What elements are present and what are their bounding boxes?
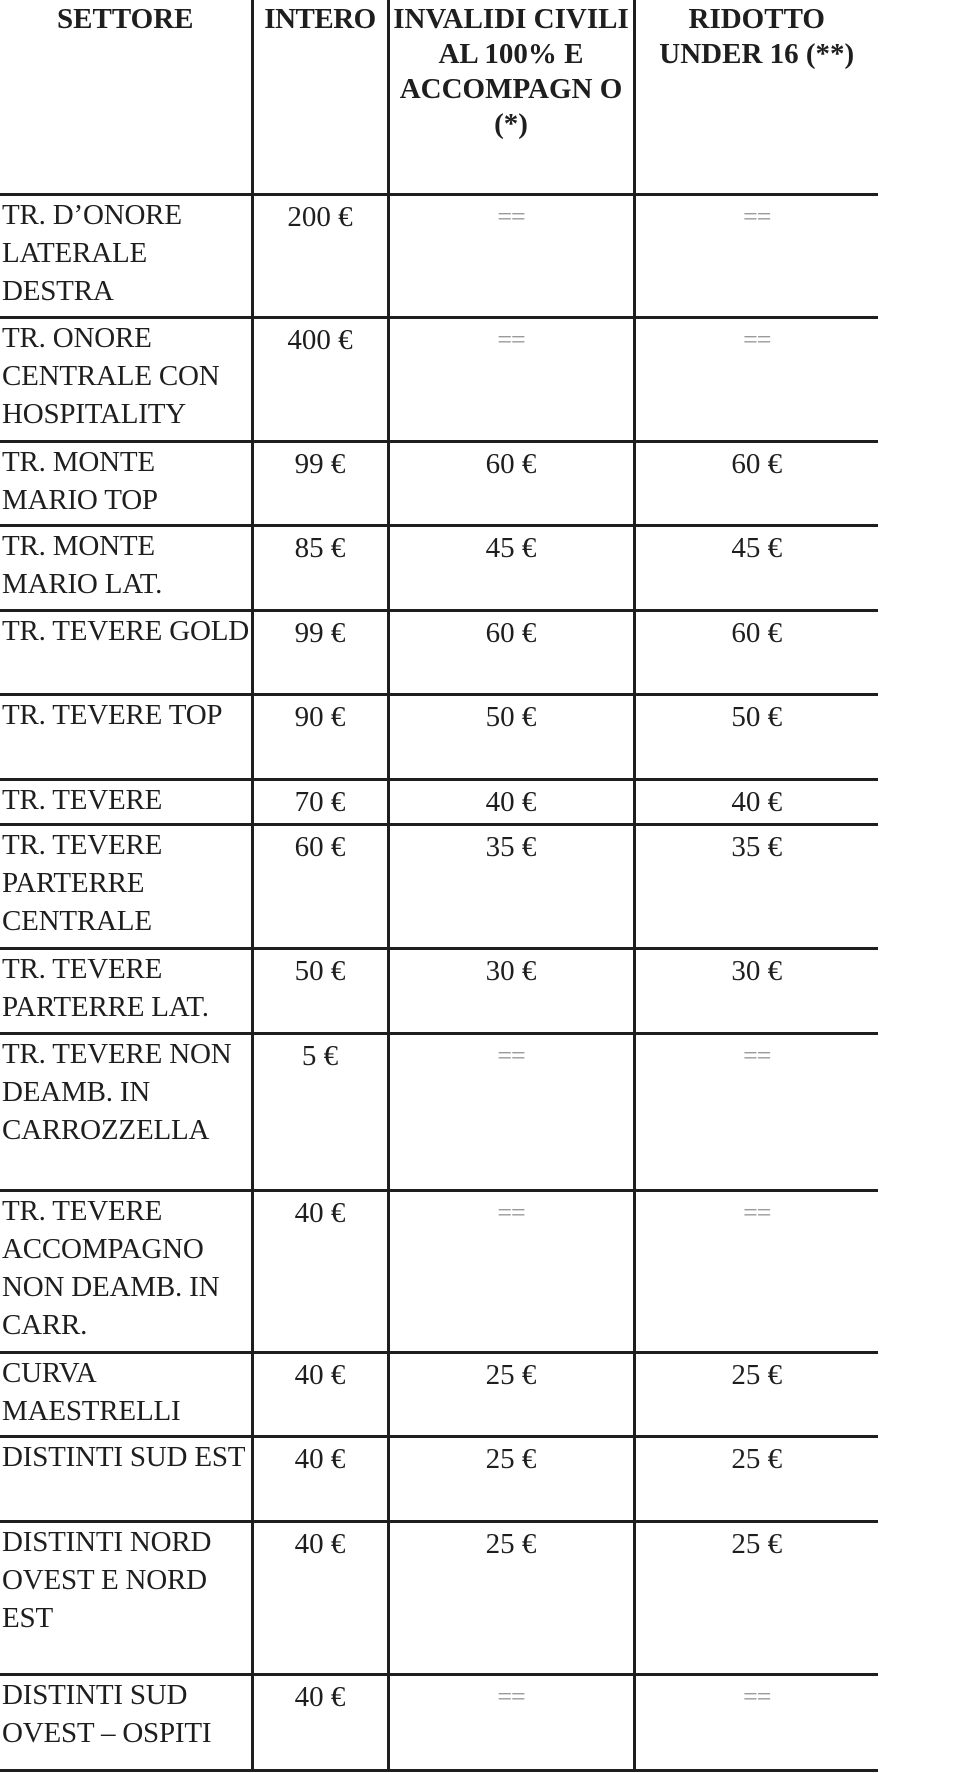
table-row	[0, 1190, 878, 1352]
sector-cell: TR. TEVERE GOLD	[0, 610, 252, 694]
sector-cell: TR. TEVERE	[0, 779, 252, 824]
intero-cell: 40 €	[252, 1674, 388, 1770]
table-row	[0, 441, 878, 525]
table-row	[0, 948, 878, 1033]
intero-cell: 400 €	[252, 317, 388, 441]
invalidi-cell: 50 €	[388, 694, 634, 779]
header-intero: INTERO	[252, 0, 388, 194]
invalidi-cell: 60 €	[388, 441, 634, 525]
invalidi-cell: 30 €	[388, 948, 634, 1033]
ridotto-cell: 50 €	[634, 694, 878, 779]
table-row	[0, 824, 878, 948]
ridotto-cell: ==	[634, 317, 878, 441]
intero-cell: 60 €	[252, 824, 388, 948]
invalidi-cell: 25 €	[388, 1521, 634, 1674]
intero-cell: 40 €	[252, 1352, 388, 1436]
ridotto-cell: 25 €	[634, 1436, 878, 1521]
sector-cell: CURVA MAESTRELLI	[0, 1352, 252, 1436]
ridotto-cell: ==	[634, 1674, 878, 1770]
ridotto-cell: 35 €	[634, 824, 878, 948]
invalidi-cell: 45 €	[388, 525, 634, 610]
invalidi-cell: ==	[388, 1033, 634, 1190]
sector-cell: TR. MONTE MARIO LAT.	[0, 525, 252, 610]
sector-cell: TR. TEVERE TOP	[0, 694, 252, 779]
ridotto-cell: 45 €	[634, 525, 878, 610]
table-row	[0, 1033, 878, 1190]
intero-cell: 200 €	[252, 194, 388, 317]
invalidi-cell: 35 €	[388, 824, 634, 948]
intero-cell: 90 €	[252, 694, 388, 779]
invalidi-cell: ==	[388, 1190, 634, 1352]
sector-cell: TR. ONORE CENTRALE CON HOSPITALITY	[0, 317, 252, 441]
ridotto-cell: 40 €	[634, 779, 878, 824]
ridotto-cell: ==	[634, 194, 878, 317]
table-row	[0, 1352, 878, 1436]
sector-cell: TR. TEVERE NON DEAMB. IN CARROZZELLA	[0, 1033, 252, 1190]
invalidi-cell: ==	[388, 1674, 634, 1770]
invalidi-cell: ==	[388, 317, 634, 441]
ridotto-cell: 25 €	[634, 1521, 878, 1674]
table-row	[0, 525, 878, 610]
header-ridotto: RIDOTTO UNDER 16 (**)	[634, 0, 878, 194]
intero-cell: 40 €	[252, 1190, 388, 1352]
header-invalidi: INVALIDI CIVILI AL 100% E ACCOMPAGN O (*)	[388, 0, 634, 194]
invalidi-cell: 25 €	[388, 1352, 634, 1436]
table-row	[0, 779, 878, 824]
sector-cell: TR. TEVERE PARTERRE CENTRALE	[0, 824, 252, 948]
invalidi-cell: ==	[388, 194, 634, 317]
sector-cell: DISTINTI SUD EST	[0, 1436, 252, 1521]
ridotto-cell: ==	[634, 1190, 878, 1352]
intero-cell: 99 €	[252, 610, 388, 694]
ridotto-cell: 60 €	[634, 610, 878, 694]
sector-cell: DISTINTI NORD OVEST E NORD EST	[0, 1521, 252, 1674]
table-row	[0, 1521, 878, 1674]
intero-cell: 5 €	[252, 1033, 388, 1190]
table-row	[0, 694, 878, 779]
invalidi-cell: 60 €	[388, 610, 634, 694]
table-row	[0, 1436, 878, 1521]
table-row	[0, 194, 878, 317]
header-row	[0, 0, 878, 194]
table-row	[0, 1674, 878, 1770]
table-row	[0, 317, 878, 441]
ridotto-cell: ==	[634, 1033, 878, 1190]
intero-cell: 50 €	[252, 948, 388, 1033]
table-row	[0, 610, 878, 694]
ridotto-cell: 60 €	[634, 441, 878, 525]
sector-cell: TR. D’ONORE LATERALE DESTRA	[0, 194, 252, 317]
intero-cell: 99 €	[252, 441, 388, 525]
ridotto-cell: 25 €	[634, 1352, 878, 1436]
intero-cell: 40 €	[252, 1521, 388, 1674]
invalidi-cell: 25 €	[388, 1436, 634, 1521]
sector-cell: DISTINTI SUD OVEST – OSPITI	[0, 1674, 252, 1770]
header-settore: SETTORE	[0, 0, 252, 194]
sector-cell: TR. TEVERE PARTERRE LAT.	[0, 948, 252, 1033]
intero-cell: 40 €	[252, 1436, 388, 1521]
invalidi-cell: 40 €	[388, 779, 634, 824]
intero-cell: 85 €	[252, 525, 388, 610]
sector-cell: TR. MONTE MARIO TOP	[0, 441, 252, 525]
sector-cell: TR. TEVERE ACCOMPAGNO NON DEAMB. IN CARR.	[0, 1190, 252, 1352]
intero-cell: 70 €	[252, 779, 388, 824]
ridotto-cell: 30 €	[634, 948, 878, 1033]
